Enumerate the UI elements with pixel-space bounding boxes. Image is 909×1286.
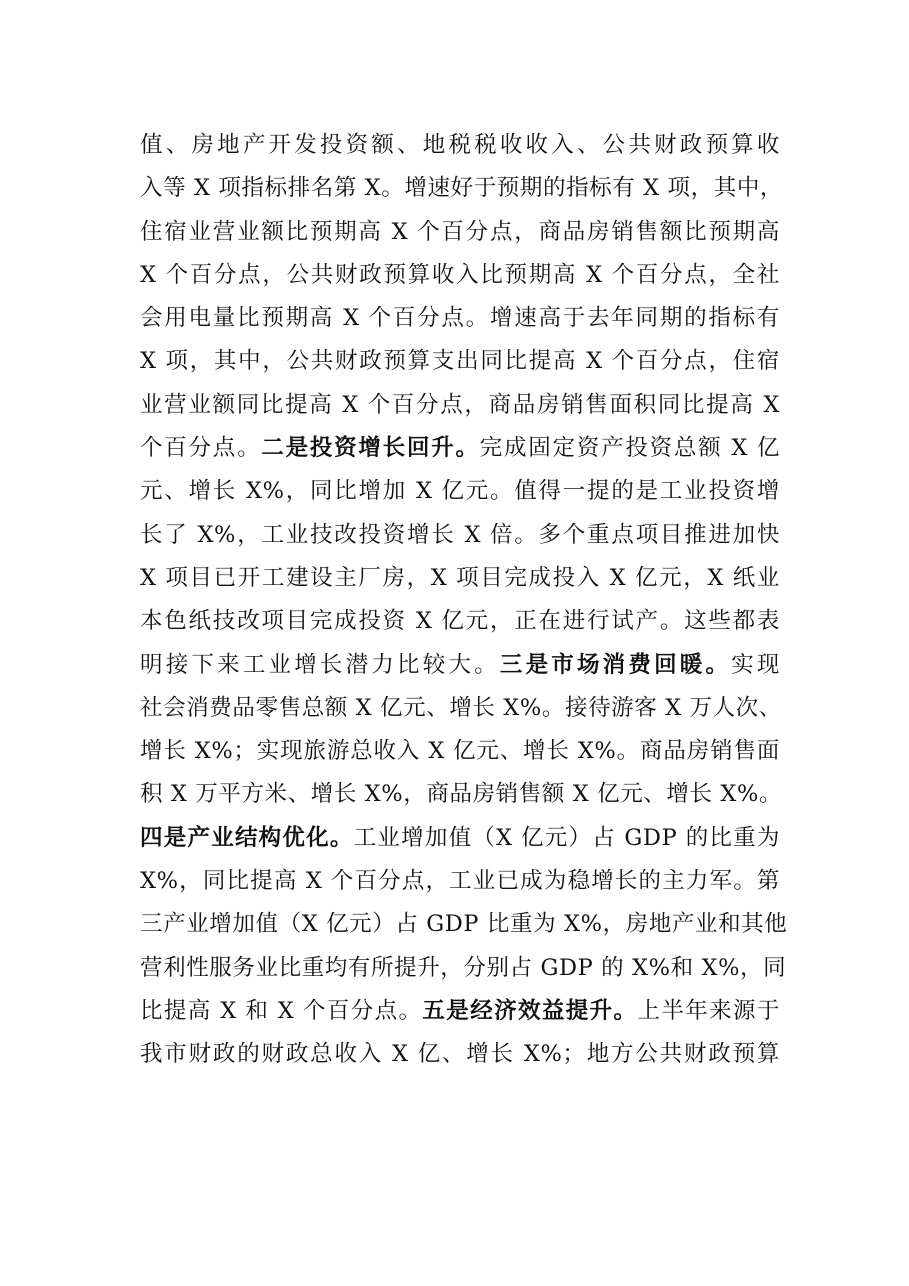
text-line [140, 254, 780, 297]
text-segment: 业营业额同比提高 X 个百分点，商品房销售面积同比提高 X [140, 391, 780, 418]
text-segment: 入等 X 项指标排名第 X。增速好于预期的指标有 X 项，其中， [140, 175, 784, 202]
text-segment: 增长 X%；实现旅游总收入 X 亿元、增长 X%。商品房销售面 [140, 738, 780, 765]
text-line [140, 817, 780, 860]
text-segment: 会用电量比预期高 X 个百分点。增速高于去年同期的指标有 [140, 305, 780, 332]
text-line [140, 903, 788, 946]
bold-heading-phrase: 二是投资增长回升。 [261, 435, 480, 462]
text-line [140, 297, 780, 340]
body-text [140, 124, 788, 1077]
text-line [140, 730, 780, 773]
text-line [140, 644, 780, 687]
text-line [140, 384, 780, 427]
text-segment: X 个百分点，公共财政预算收入比预期高 X 个百分点，全社 [140, 261, 780, 288]
text-segment: 长了 X%，工业技改投资增长 X 倍。多个重点项目推进加快 [140, 521, 780, 548]
text-line [140, 514, 780, 557]
text-segment: X 项，其中，公共财政预算支出同比提高 X 个百分点，住宿 [140, 348, 780, 375]
bold-heading-phrase: 四是产业结构优化。 [140, 824, 354, 851]
text-line [140, 1033, 780, 1076]
text-line [140, 600, 780, 643]
text-line [140, 124, 780, 167]
text-segment: 值、房地产开发投资额、地税税收收入、公共财政预算收 [140, 132, 780, 158]
bold-heading-phrase: 三是市场消费回暖。 [499, 651, 732, 678]
bold-heading-phrase: 五是经济效益提升。 [422, 997, 638, 1024]
text-line [140, 773, 783, 816]
text-segment: 实现 [731, 651, 781, 678]
text-line [140, 211, 780, 254]
text-segment: 完成固定资产投资总额 X 亿 [479, 435, 780, 462]
text-line [140, 340, 780, 383]
text-segment: 本色纸技改项目完成投资 X 亿元，正在进行试产。这些都表 [140, 608, 780, 635]
text-line [140, 947, 787, 990]
text-line [140, 470, 780, 513]
text-segment: 工业增加值（X 亿元）占 GDP 的比重为 [353, 824, 781, 851]
text-line [140, 557, 780, 600]
text-segment: X 项目已开工建设主厂房，X 项目完成投入 X 亿元，X 纸业 [140, 564, 780, 591]
text-segment: 三产业增加值（X 亿元）占 GDP 比重为 X%，房地产业和其他 [140, 911, 788, 938]
text-segment: 上半年来源于 [637, 997, 780, 1024]
text-segment: 比提高 X 和 X 个百分点。 [140, 997, 423, 1024]
text-segment: 社会消费品零售总额 X 亿元、增长 X%。接待游客 X 万人次、 [140, 694, 782, 721]
text-segment: 明接下来工业增长潜力比较大。 [140, 651, 500, 678]
text-segment: 积 X 万平方米、增长 X%，商品房销售额 X 亿元、增长 X%。 [140, 781, 783, 808]
text-line [140, 427, 780, 470]
text-segment: X%，同比提高 X 个百分点，工业已成为稳增长的主力军。第 [140, 868, 780, 895]
text-segment: 元、增长 X%，同比增加 X 亿元。值得一提的是工业投资增 [140, 478, 780, 505]
text-line [140, 687, 780, 730]
text-line [140, 167, 784, 210]
text-segment: 住宿业营业额比预期高 X 个百分点，商品房销售额比预期高 [140, 218, 780, 245]
text-segment: 个百分点。 [140, 435, 262, 462]
text-line [140, 860, 780, 903]
text-line [140, 990, 780, 1033]
text-segment: 我市财政的财政总收入 X 亿、增长 X%；地方公共财政预算 [140, 1041, 780, 1068]
text-segment: 营利性服务业比重均有所提升，分别占 GDP 的 X%和 X%，同 [140, 954, 787, 981]
